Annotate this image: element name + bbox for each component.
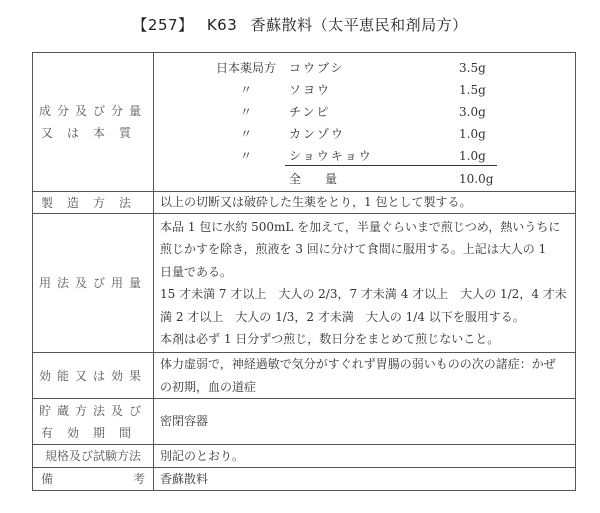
specs-row xyxy=(33,444,575,467)
ingredient-row xyxy=(154,57,575,79)
formula-name: 香蘇散料（太平恵民和剤局方） xyxy=(250,16,468,34)
ingredient-name: コウブシ xyxy=(289,60,345,75)
efficacy-label: 効能又は効果 xyxy=(33,353,154,398)
ingredient-amount: 3.0g xyxy=(459,104,486,119)
ingredient-row xyxy=(154,145,575,167)
ingredients-label-line1: 成分及び分量 xyxy=(38,104,147,118)
ingredients-label xyxy=(33,53,154,191)
ingredient-source: 〃 xyxy=(239,82,252,97)
dosage-line: 満 2 才以上 大人の 1/3，2 才未満 大人の 1/4 以下を服用する。 xyxy=(160,309,525,324)
ingredient-source: 〃 xyxy=(239,104,252,119)
dosage-line: 煎じかすを除き，煎液を 3 回に分けて食間に服用する。上記は大人の 1 xyxy=(160,242,547,256)
dosage-row xyxy=(33,213,575,352)
specs-label: 規格及び試験方法 xyxy=(33,445,154,467)
ingredient-row xyxy=(154,79,575,101)
manufacturing-label: 製造方法 xyxy=(33,192,154,213)
ingredients-list xyxy=(154,54,575,191)
remarks-label xyxy=(33,468,154,490)
dosage-line: 15 才未満 7 才以上 大人の 2/3，7 才未満 4 才以上 大人の 1/2，4 才未 xyxy=(160,287,567,301)
total-label: 全 量 xyxy=(289,171,338,186)
ingredient-name: チンピ xyxy=(289,104,331,119)
ingredients-content xyxy=(154,53,575,191)
ingredients-row xyxy=(33,53,575,191)
ingredient-amount: 1.0g xyxy=(459,148,486,163)
ingredient-source: 日本薬局方 xyxy=(215,60,276,75)
dosage-line: 本剤は必ず 1 日分ずつ煎じ，数日分をまとめて煎じないこと。 xyxy=(160,332,500,346)
remarks-label-right: 考 xyxy=(132,472,145,486)
ingredients-label-line2: 又は本質 xyxy=(40,126,145,140)
formula-spec-table xyxy=(32,52,576,491)
ingredient-amount: 1.0g xyxy=(459,126,486,141)
document-title xyxy=(0,14,600,35)
dosage-content xyxy=(154,214,575,352)
ingredient-name: カンゾウ xyxy=(289,126,346,141)
ingredient-name: ショウキョウ xyxy=(289,148,373,163)
storage-label-line2: 有効期間 xyxy=(40,425,145,440)
manufacturing-text: 以上の切断又は破砕した生薬をとり，1 包として製する。 xyxy=(160,195,472,210)
total-amount: 10.0g xyxy=(459,171,494,186)
manufacturing-row xyxy=(33,191,575,213)
ingredient-amount: 1.5g xyxy=(459,82,486,97)
efficacy-content xyxy=(154,353,575,398)
remarks-row xyxy=(33,467,575,490)
storage-row xyxy=(33,398,575,444)
ingredient-row xyxy=(154,123,575,145)
ingredient-amount: 3.5g xyxy=(459,60,486,75)
ingredient-source: 〃 xyxy=(239,126,252,141)
ingredient-row xyxy=(154,101,575,123)
entry-number: 【257】 xyxy=(132,16,194,34)
storage-label xyxy=(33,399,154,444)
specs-text: 別記のとおり。 xyxy=(160,448,245,463)
ingredient-name: ソヨウ xyxy=(289,82,332,97)
storage-label-line1: 貯蔵方法及び xyxy=(38,403,147,418)
formula-code: K63 xyxy=(206,16,238,34)
storage-text: 密閉容器 xyxy=(160,414,209,429)
efficacy-line: の初期，血の道症 xyxy=(160,379,257,394)
remarks-text: 香蘇散料 xyxy=(160,471,209,486)
ingredient-source: 〃 xyxy=(239,148,252,163)
dosage-label: 用法及び用量 xyxy=(33,214,154,352)
dosage-line: 本品 1 包に水約 500mL を加えて，半量ぐらいまで煎じつめ，熱いうちに xyxy=(160,219,561,234)
total-divider xyxy=(285,165,497,166)
efficacy-row xyxy=(33,352,575,398)
remarks-label-left: 備 xyxy=(41,472,54,486)
dosage-line: 日量である。 xyxy=(160,264,233,279)
ingredient-total-row xyxy=(154,168,575,190)
efficacy-line: 体力虚弱で，神経過敏で気分がすぐれず胃腸の弱いものの次の諸症：かぜ xyxy=(160,357,556,371)
